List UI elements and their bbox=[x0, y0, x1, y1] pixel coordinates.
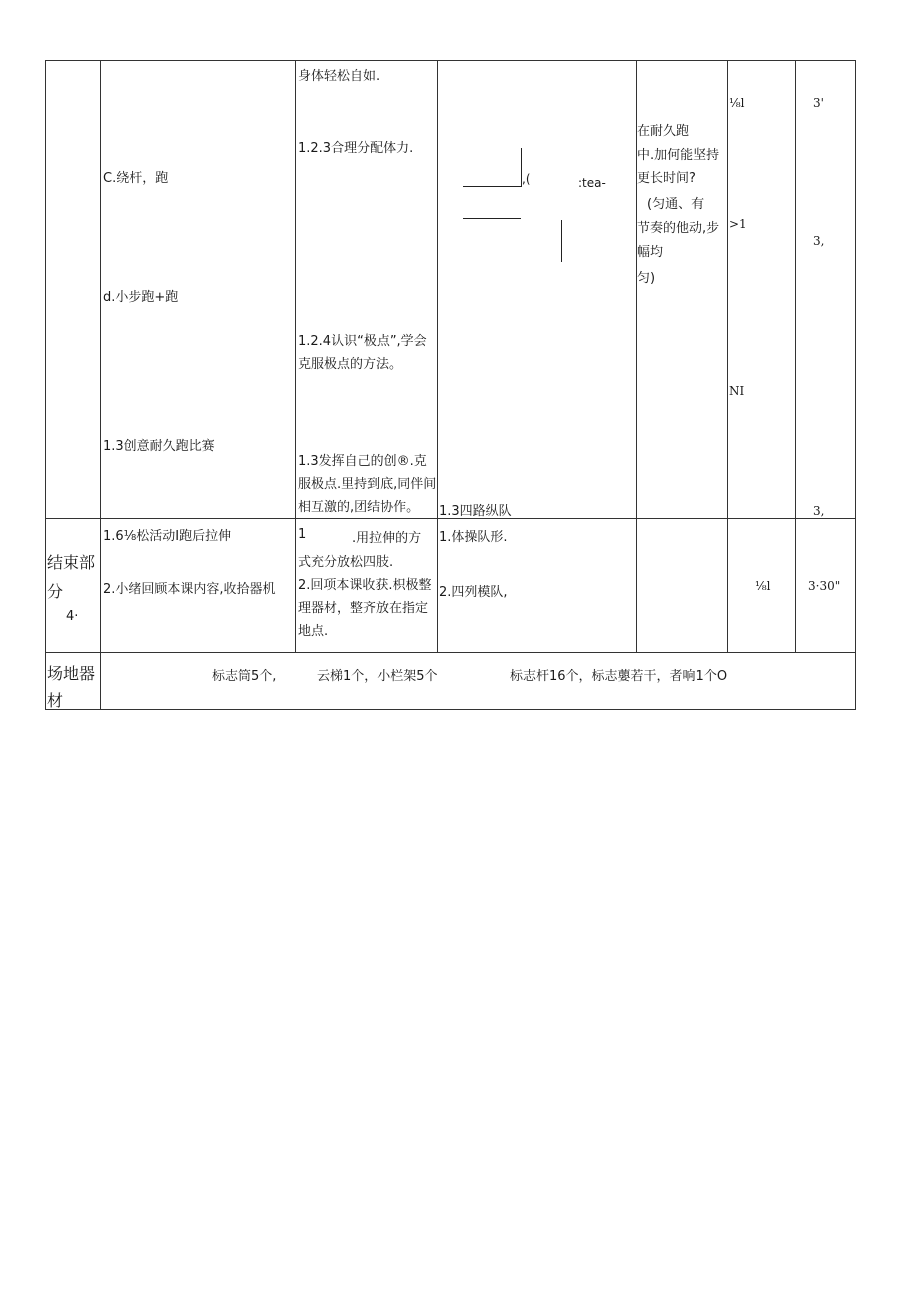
question-line-6: 幅均 bbox=[637, 245, 664, 260]
equipment-item-cones: 标志筒5个, bbox=[212, 669, 277, 684]
end-org-gym-formation: 1.体操队形. bbox=[439, 530, 508, 545]
end-goal-second: 2.回项本课收获.枳极整理器材，整齐放在指定地点. bbox=[298, 578, 432, 639]
diagram-tick-bottom bbox=[561, 220, 562, 262]
goal-allocate-stamina: 1.2.3合理分配体力. bbox=[298, 141, 414, 156]
equipment-label-line-1: 场地器 bbox=[47, 664, 96, 683]
end-content-stretch: 1.6⅛松活动I跑后拉伸 bbox=[103, 529, 232, 544]
end-content-review: 2.小绪回顾本课内容,收拾器机 bbox=[103, 582, 276, 597]
content-item-pole-run: C.绕杆，跑 bbox=[103, 171, 169, 186]
table-top-border bbox=[45, 60, 856, 61]
diagram-mark: ,( bbox=[522, 172, 531, 186]
content-item-creative-race: 1.3创意耐久跑比赛 bbox=[103, 439, 215, 454]
goal-relax: 身体轻松自如. bbox=[298, 69, 381, 84]
diagram-line-bottom bbox=[463, 218, 521, 219]
end-goal-num: 1 bbox=[298, 527, 307, 542]
end-reps-value: ⅛l bbox=[755, 579, 771, 593]
row-divider-end-equip bbox=[45, 652, 856, 653]
end-goal-line-2: 式充分放松四肢. bbox=[298, 555, 394, 570]
question-line-3: 更长时间? bbox=[637, 171, 696, 186]
content-item-small-step-run: d.小步跑+跑 bbox=[103, 290, 179, 305]
goal-creative: 1.3发挥自己的创®.克服极点.里持到底,同伴间相互激的,团结协作。 bbox=[298, 454, 437, 515]
end-section-label-line-2: 分 bbox=[47, 582, 64, 601]
end-time-value: 3·30" bbox=[808, 579, 841, 593]
column-divider-1 bbox=[100, 60, 101, 710]
equipment-label-line-2: 材 bbox=[47, 691, 64, 710]
table-left-border bbox=[45, 60, 46, 710]
question-line-5: 节奏的他动,步 bbox=[637, 221, 720, 236]
end-section-number: 4· bbox=[66, 609, 79, 624]
goal-polar-point: 1.2.4认识“极点”,学会克服极点的方法。 bbox=[298, 334, 427, 372]
time-value-2: 3, bbox=[813, 234, 825, 248]
question-line-2: 中.加何能坚持 bbox=[637, 148, 720, 163]
column-divider-2 bbox=[295, 60, 296, 653]
time-value-1: 3' bbox=[813, 96, 824, 110]
diagram-label: :tea- bbox=[578, 176, 606, 190]
reps-value-1: ⅛l bbox=[729, 96, 745, 110]
reps-value-2: >1 bbox=[729, 217, 747, 231]
question-line-4: (匀通、有 bbox=[647, 197, 705, 212]
end-org-four-lines: 2.四列模队, bbox=[439, 585, 508, 600]
table-bottom-border bbox=[45, 709, 856, 710]
reps-value-3: NI bbox=[729, 384, 745, 398]
column-divider-6 bbox=[795, 60, 796, 653]
question-line-1: 在耐久跑 bbox=[637, 124, 690, 139]
end-section-label-line-1: 结束部 bbox=[47, 553, 96, 572]
diagram-line-top bbox=[463, 186, 521, 187]
end-goal-line-1: .用拉伸的方 bbox=[352, 531, 422, 546]
question-line-7: 匀) bbox=[637, 271, 656, 286]
time-value-3: 3, bbox=[813, 504, 825, 518]
table-right-border bbox=[855, 60, 856, 710]
formation-four-columns: 1.3四路纵队 bbox=[439, 504, 512, 519]
equipment-item-poles-markers: 标志杆16个，标志蘡若干，者响1个O bbox=[510, 669, 728, 684]
equipment-item-ladder-hurdles: 云梯1个，小栏架5个 bbox=[317, 669, 438, 684]
column-divider-5 bbox=[727, 60, 728, 653]
